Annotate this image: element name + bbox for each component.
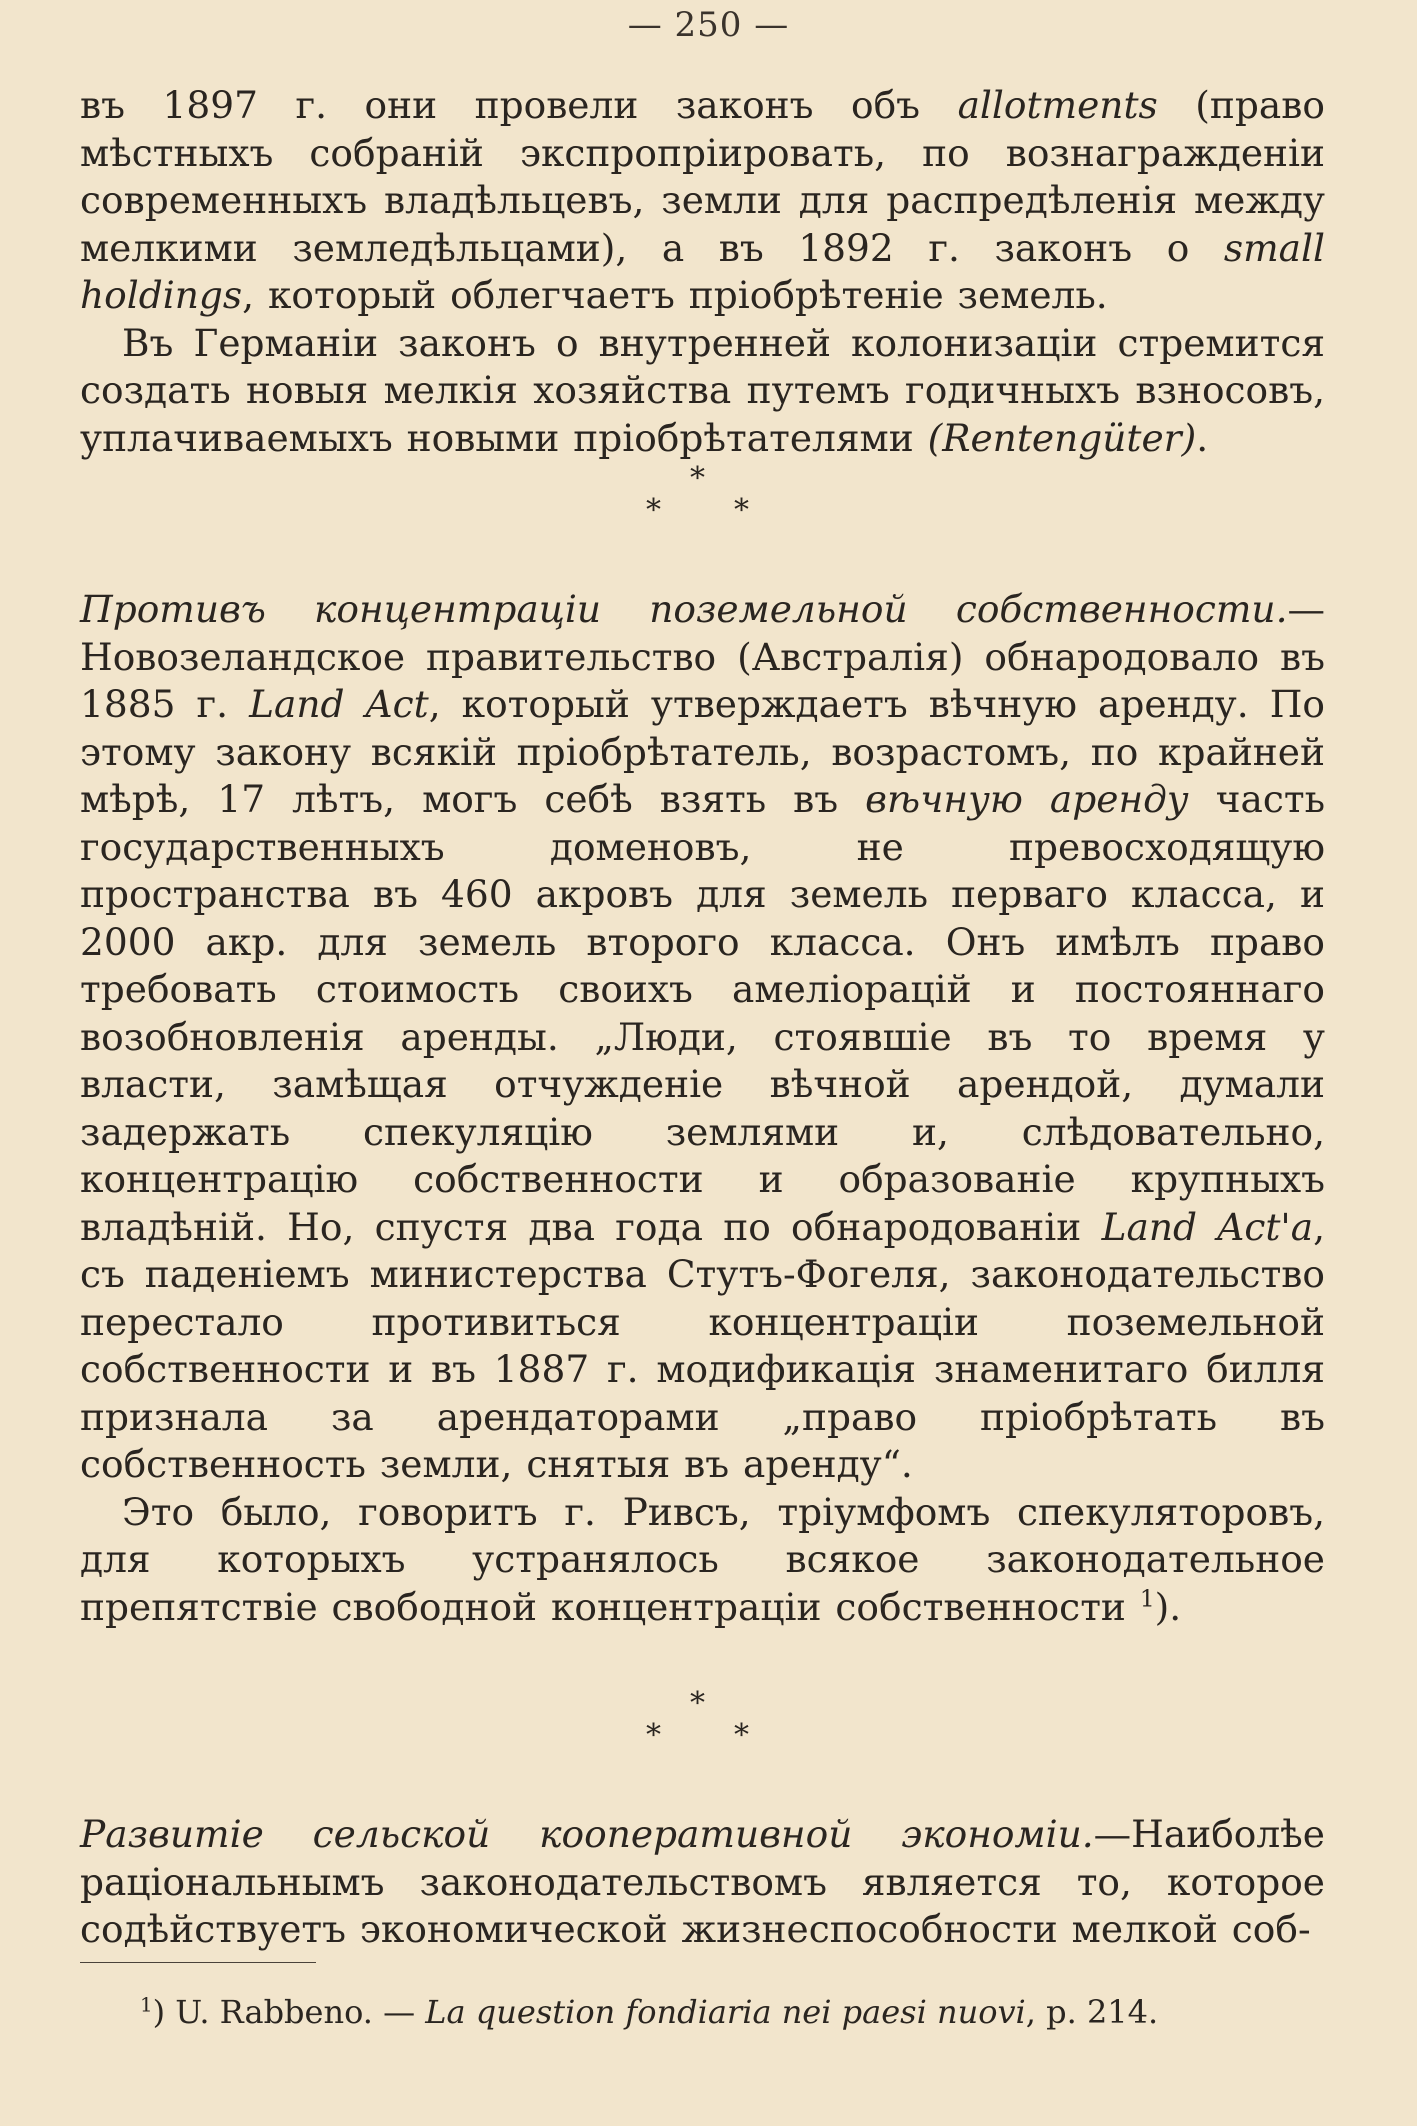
footnote-mark: 1 — [140, 1993, 153, 2017]
text-run: ). — [1154, 1584, 1182, 1629]
section-heading: Развитіе сельской кооперативной экономіи. — [80, 1812, 1094, 1856]
separator-star: * — [646, 1718, 661, 1753]
text-run: (право мѣстныхъ собраній экспропріировать, по вознагражденіи современныхъ владѣльцевъ, земли для распредѣленія между мелкими земледѣльцами), а въ 1892 г. законъ о — [80, 83, 1325, 270]
text-run: Это было, говоритъ г. Ривсъ, тріумфомъ спекуляторовъ, для которыхъ устранялось всякое законодательное препятствіе свободной концентраціи собственности — [80, 1489, 1325, 1629]
italic-term-rentenguter: (Rentengüter) — [927, 415, 1197, 460]
text-run: —Наиболѣе раціональнымъ законодательствомъ является то, которое содѣйствуетъ экономической жизнеспособности мелкой соб- — [80, 1812, 1325, 1951]
footnote-reference[interactable]: 1 — [1139, 1585, 1155, 1612]
text-run: Въ Германіи законъ о внутренней колонизаціи стремится создать новыя мелкія хозяйства путемъ годичныхъ взносовъ, уплачиваемыхъ новыми пріобрѣтателями — [80, 320, 1325, 460]
spacer — [80, 1631, 1325, 1687]
paragraph-cooperative — [80, 1811, 1325, 1954]
italic-term-small-holdings: small holdings — [80, 225, 1325, 317]
section-heading: Противъ концентраціи поземельной собственности. — [80, 587, 1288, 631]
paragraph-allotments — [80, 82, 1325, 320]
section-separator — [80, 461, 1325, 538]
footnote-divider — [80, 1962, 316, 1963]
separator-star: * — [690, 461, 705, 496]
separator-star: * — [734, 493, 749, 528]
footnote-text: , p. 214. — [1025, 1993, 1159, 2031]
italic-term-perpetual-lease: вѣчную аренду — [865, 777, 1189, 821]
paragraph-germany — [80, 320, 1325, 463]
text-run: въ 1897 г. они провели законъ объ — [80, 83, 958, 127]
separator-star: * — [690, 1686, 705, 1721]
italic-term-land-act-genitive: Land Act'a — [1101, 1204, 1314, 1249]
separator-star: * — [646, 493, 661, 528]
section-separator — [80, 1686, 1325, 1763]
separator-star: * — [734, 1718, 749, 1753]
footnote-book-title: La question fondiaria nei paesi nuovi — [425, 1993, 1026, 2031]
footnote-text: ) U. Rabbeno. — — [152, 1993, 426, 2031]
paragraph-land-act — [80, 586, 1325, 1489]
text-run: , съ паденіемъ министерства Стутъ-Фогеля, законодательство перестало противиться концентраціи поземельной собственности и въ 1887 г. модификація знаменитаго билля признала за арендаторами „право пріобрѣтать въ собственность земли, снятыя въ аренду“. — [80, 1204, 1326, 1486]
page-number: — 250 — — [627, 5, 790, 45]
footnote — [140, 1990, 1320, 2034]
italic-term-allotments: allotments — [957, 83, 1158, 127]
text-run: . — [1196, 415, 1209, 460]
text-run: , который утверждаетъ вѣчную аренду. По этому закону всякій пріобрѣтатель, возрастомъ, по крайней мѣрѣ, 17 лѣтъ, могъ себѣ взять въ — [80, 682, 1325, 821]
text-run: — Новозеландское правительство (Австралія) обнародовало въ 1885 г. — [80, 587, 1325, 726]
body-text — [80, 82, 1325, 1954]
paragraph-reeves — [80, 1489, 1325, 1632]
text-run: часть государственныхъ доменовъ, не превосходящую пространства въ 460 акровъ для земель перваго класса, и 2000 акр. для земель второго класса. Онъ имѣлъ право требовать стоимость своихъ амеліорацій и постояннаго возобновленія аренды. „Люди, стоявшіе въ то время у власти, замѣщая отчужденіе вѣчной арендой, думали задержать спекуляцію землями и, слѣдовательно, концентрацію собственности и образованіе крупныхъ владѣній. Но, спустя два года по обнародованіи — [80, 777, 1326, 1249]
italic-term-land-act: Land Act — [249, 682, 429, 726]
text-run: , который облегчаетъ пріобрѣтеніе земель. — [242, 273, 1108, 317]
